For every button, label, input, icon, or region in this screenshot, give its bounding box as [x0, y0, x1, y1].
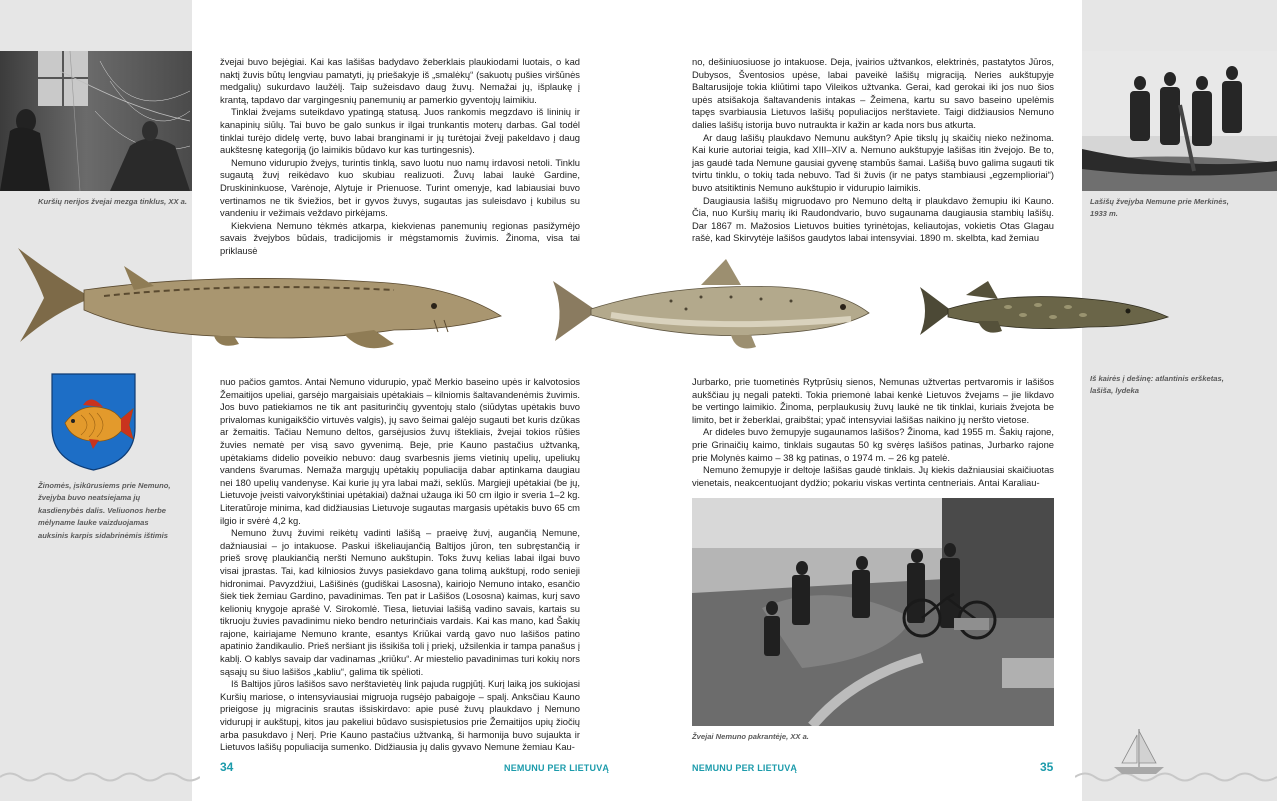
- right-page-text-bottom: [692, 376, 1054, 494]
- right-page-text-top: [692, 56, 1054, 251]
- running-head-right: NEMUNU PER LIETUVĄ: [692, 763, 798, 773]
- riverbank-fishermen-photo: [692, 498, 1054, 726]
- merkine-fishing-caption: Lašišų žvejyba Nemune prie Merkinės, 1933 m.: [1090, 197, 1229, 219]
- paragraph: no, dešiniuosiuose jo intakuose. Deja, įvairios užtvankos, elektrinės, pastatytos Jūros, Dubysos, Šventosios upėse, labai paveikė lašišų migraciją. Neries aukštupyje Baltarusijoje tokia kliūtimi tapo Vileikos užtvanka. Gerai, kad gerokai iki jos nuo šios upės atsišakoja šaltavandenis intakas – Žeimena, kartu su savo baseino upelėmis tapęs svarbiausia Lietuvos lašišų populiacijos nerštaviete. Taigi didžiausios Nemuno dalies lašišų istorija buvo nutraukta ir kažin ar kada nors bus atkurta.: [692, 56, 1054, 130]
- page-number-right: 35: [1040, 760, 1054, 774]
- left-page-text-top: [220, 56, 580, 256]
- coat-of-arms-caption: Žinomės, įsikūrusiems prie Nemuno, žvejyba buvo neatsiejama jų kasdienybės dalis. Veliuonos herbe mėlyname lauke vaizduojamas auksinis karpis sidabrinėmis ištimis: [38, 481, 171, 540]
- paragraph: žvejai buvo bejėgiai. Kai kas lašišas badydavo žeberklais plaukiodami luotais, o kad naktį žuvis būtų lengviau pamatyti, jų priešakyje iš „smalėkų“ (sakuotų pušies viršūnės medgalių) sukurdavo laužėlį. Taip sužeisdavo daug žuvų. Nemažai jų, išplaukę į krantą, tapdavo dar vargingesnių panemunių ar pamerkio gyventojų laimikiu.: [220, 56, 580, 105]
- paragraph: Nemuno žuvų žuvimi reikėtų vadinti lašišą – praeivę žuvį, augančią Nemune, dažniausiai – jo intakuose. Paskui iškeliaujančią Baltijos jūron, ten subręstančią ir prieš srovę plaukiančią neršti Nemuno aukštupin. Toks žuvų kelias labai ilgai buvo visai įprastas. Tai, kad kilniosios žuvys pasiekdavo gana tolimą aukštupį, rodo senieji hidronimai. Pavyzdžiui, Lašišinės (gudiškai Lasosna), kairiojo Nemuno intako, esančio šiek tiek žemiau Gardino, pavadinimas. Ten pat ir Lašišos (Lososna) kaimas, kurį savo kelionių knygoje aprašė V. Sirokomlė. Tiesa, lietuviai lašišą vadino savais, kartais su tikruoju žuvies pavadinimu nieko bendro neturinčiais vardais. Kai kas mano, kad Šakių rajone, kairiajame Nemuno krante, esantys Kriūkai vardą gavo nuo lašišos patino apatinio žandikaulio. Prieš neršiant jis išsikiša toli į priekį, užsilenkia ir tampa panašus į kablį. O kablys savaip dar vadinamas „kriūku“. Ar miestelio pavadinimas turi kokių nors sąsajų su šiuo lašišos „kabliu“, galima tik spėlioti.: [220, 527, 580, 677]
- net-knitting-photo: [0, 51, 192, 191]
- paragraph: Nemuno žemupyje ir deltoje lašišas gaudė tinklais. Jų kiekis dažniausiai skaičiuotas vienetais, neakcentuojant dydžio; pokariu viskas vertinta centneriais. Antai Karaliau-: [692, 464, 1054, 488]
- net-knitting-photo-caption: Kuršių nerijos žvejai mezga tinklus, XX a.: [38, 197, 187, 206]
- coat-of-arms-carp-icon: [51, 373, 136, 471]
- paragraph: Jurbarko, prie tuometinės Rytprūsių sienos, Nemunas užtvertas pertvaromis ir lašišos aukščiau jų negali patekti. Tokia priemonė labai kenkė Lietuvos žvejams – jie likdavo be vertingo laimikio. Žinoma, perplaukusių žuvų laukė ne tik tinklai, kuriais žvejota be limito, bet ir žeberklai, graibštai; ypač intensyviai lašišas naikino jų neršto vietose.: [692, 376, 1054, 425]
- pike-illustration: [918, 277, 1170, 345]
- paragraph: Tinklai žvejams suteikdavo ypatingą statusą. Juos rankomis megzdavo iš lininių ir kanapinių siūlų. Tai buvo be galo sunkus ir ilgai trunkantis moterų darbas. Gal todėl tinklai turėjo didelę vertę, buvo labai branginami ir jų turėtojai žvejį pakeldavo į daug aukštesnę kategoriją (jo laimikis būdavo kur kas turtingesnis).: [220, 106, 580, 156]
- sailboat-icon: [1108, 727, 1170, 777]
- paragraph: nuo pačios gamtos. Antai Nemuno vidurupio, ypač Merkio baseino upės ir kalvotosios Žemaitijos upeliai, garsėjo margaisiais upėtakiais – kilniomis šaltavandenėmis žuvimis. Jos buvo patiekiamos ne tik ant pasiturinčių gyventojų stalo (siūdytas upėtakis buvo privalomas kunigaikščio virtuvės valgis), jų savo šeimai galėjo sugauti bet kuris dzūkas ar žemaitis. Tačiau Nemuno deltos, garsėjusios žuvų ištekliais, žvejai tokios rūšies žuvies nematė per visą savo gyvenimą. Beje, prie Kauno pastačius užtvanką, upėtakiams didelio poveikio nebuvo: daug svarbesnis jiems vietinių upelių, upeliukų vandens švarumas. Nemaža margųjų upėtakių populiacija dabar aptinkama daugiau nei 180 upelių vandenyse. Kai kurie jų yra labai maži, seklūs. Margieji upėtakiai (be jų, Lietuvoje įveisti vaivorykštiniai upėtakiai) dažnai užauga iki 50 cm ilgio ir sveria 1–2 kg. Literatūroje minima, kad didžiausias Lietuvoje sugautas margasis upėtakis buvo 65 cm ilgio ir svėrė 4,2 kg.: [220, 376, 580, 526]
- wave-decoration-left: [0, 770, 200, 784]
- paragraph: Daugiausia lašišų migruodavo pro Nemuno deltą ir plaukdavo žemupiu iki Kauno. Čia, nuo Kuršių marių iki Raudondvario, buvo sugaunama daugiausia stambių lašišų. Dar 1867 m. Mažosios Lietuvos buities tyrinėtojas, keliautojas, vokietis Otas Glagau rašė, kad Skirvytėje lašišos gaudytos labai intensyviai. 1890 m. skelbta, kad žemiau: [692, 194, 1054, 244]
- left-page-text-bottom: [220, 376, 580, 753]
- fish-illustration-caption: Iš kairės į dešinę: atlantinis eršketas, lašiša, lydeka: [1090, 374, 1224, 396]
- paragraph: Ar dideles buvo žemupyje sugaunamos lašišos? Žinoma, kad 1955 m. Šakių rajone, prie Grinaičių kaimo, tinklais sugautas 50 kg svėręs lašišos patinas, Jurbarko rajone prie Molynės kaimo – 38 kg patinas, o 1974 m. – 26 kg patelė.: [692, 426, 1054, 463]
- paragraph: Nemuno vidurupio žvejys, turintis tinklą, savo luotu nuo namų irdavosi netoli. Tinklu sugautą žuvį reikėdavo kuo skubiau realizuoti. Žuvų labai laukė Gardine, Druskininkuose, Varėnoje, Alytuje ir Prienuose. Turint omenyje, kad labiausiai buvo vertinamos ne tik šviežios, bet ir gyvos žuvys, sugautas jas suleisdavo į kubilus su vandeniu ir vežimais veždavo pirkėjams.: [220, 156, 580, 219]
- page-number-left: 34: [220, 760, 234, 774]
- merkine-fishing-photo: [1082, 51, 1277, 191]
- wave-decoration-right: [1075, 770, 1277, 784]
- paragraph: Ar daug lašišų plaukdavo Nemunu aukštyn? Apie tikslų jų skaičių nieko nežinoma. Kai kurie autoriai teigia, kad XIII–XIV a. Nemuno aukštupyje lašišas itin žvejojo. Be to, jas gaudė tada Nemune gausiai gyvenę stambūs šamai. Lašišą buvo galima sugauti tik tvirtu tinklu, o tokių tada nebuvo. Tad ši žuvis (ir ne patys stambiausi „egzemplioriai“) buvo atsitiktinis Nemuno aukštupio ir vidurupio laimikis.: [692, 131, 1054, 193]
- paragraph: Iš Baltijos jūros lašišos savo nerštavietėų link pajuda rugpjūtį. Kurį laiką jos sukiojasi Kuršių mariose, o intensyviausiai migruoja rugsėjo pabaigoje – spalį. Anksčiau Kauno prieigose jų migracinis srautas išsiskirdavo: apie pusė žuvų plaukdavo į Nemuno vidurupį ir aukštupį, kitos jau pakeliui būdavo susispietusios prie Žemaitijos upių žiočių arba pasukdavo į Nerį. Prie Kauno pastačius užtvanką, ši harmonija buvo sujaukta ir Lietuvos lašišų populiacija sumenko. Didžiausia jų dalis gyvavo Nemune žemiau Kau-: [220, 678, 580, 753]
- riverbank-fishermen-caption: Žvejai Nemuno pakrantėje, XX a.: [692, 732, 809, 741]
- salmon-illustration: [551, 257, 873, 357]
- running-head-left: NEMUNU PER LIETUVĄ: [504, 763, 610, 773]
- sturgeon-illustration: [14, 246, 504, 361]
- paragraph: Kiekviena Nemuno tėkmės atkarpa, kiekvienas panemunių regionas pasižymėjo savais žvejybos būdais, tradicijomis ir mėgstamomis žuvimis. Žinoma, visa tai priklausė: [220, 219, 580, 256]
